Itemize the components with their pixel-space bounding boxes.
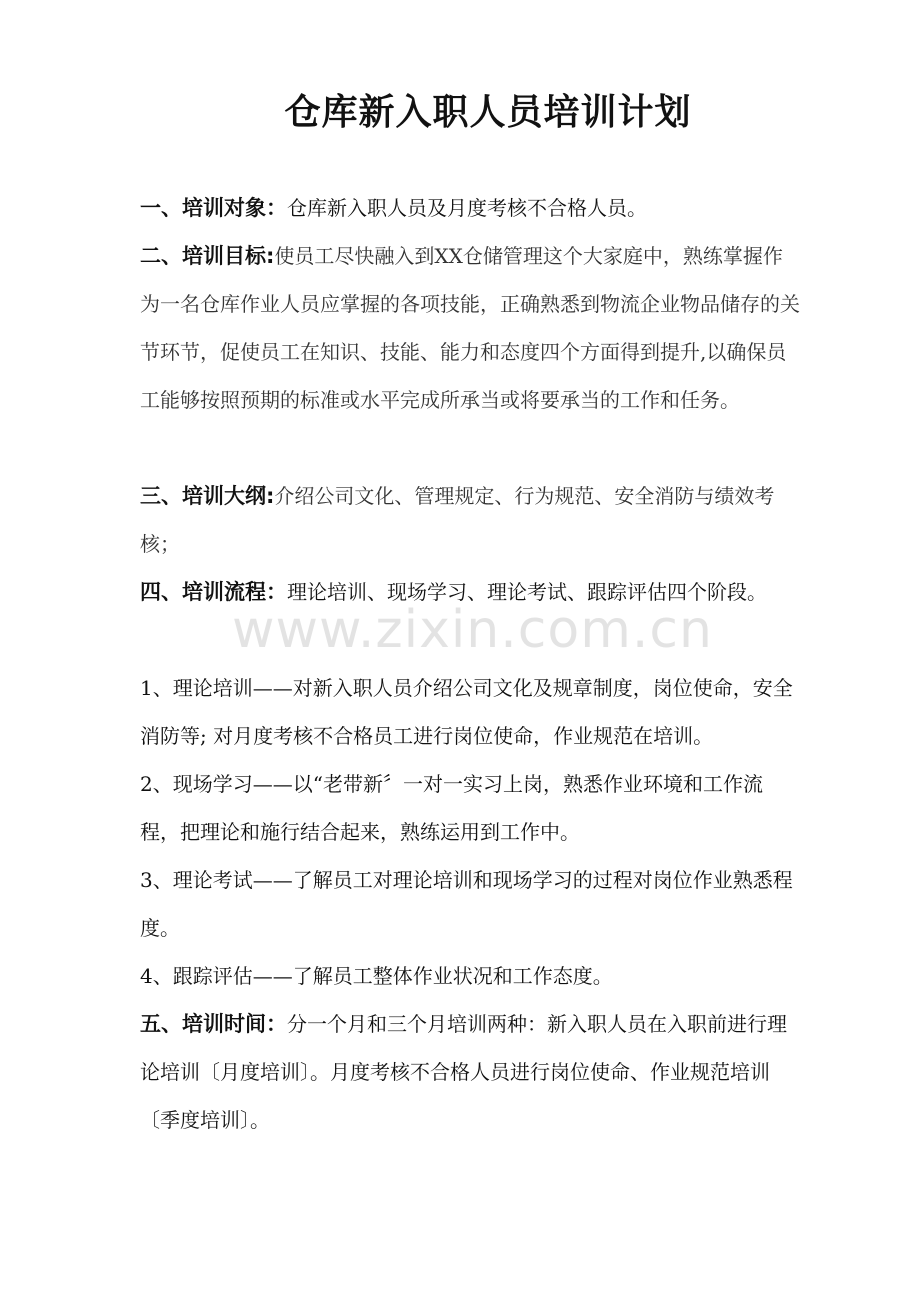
step-theory-exam: 3、理论考试——了解员工对理论培训和现场学习的过程对岗位作业熟悉程度。: [140, 868, 793, 940]
section-text: 使员工尽快融入到XX仓储管理这个大家庭中，熟练掌握作为一名仓库作业人员应掌握的各项技能，正确熟悉到物流企业物品储存的关节环节，促使员工在知识、技能、能力和态度四个方面得到提升,以确保员工能够按照预期的标准或水平完成所承当或将要承当的工作和任务。: [140, 244, 800, 412]
section-label: 三、培训大纲:: [140, 484, 275, 508]
document-title: 仓库新入职人员培训计划: [284, 92, 692, 133]
step-onsite-learning: 2、现场学习——以“老带新〞一对一实习上岗，熟悉作业环境和工作流程，把理论和施行结合起来，熟练运用到工作中。: [140, 772, 763, 844]
step-tracking-evaluation: 4、跟踪评估——了解员工整体作业状况和工作态度。: [140, 964, 613, 988]
section-training-time: [140, 1000, 800, 1144]
section-label: 四、培训流程：: [140, 580, 287, 604]
section-text: 仓库新入职人员及月度考核不合格人员。: [287, 196, 647, 220]
section-training-process: [140, 568, 800, 616]
watermark: www.zixin.com.cn: [232, 600, 713, 660]
section-text: 介绍公司文化、管理规定、行为规范、安全消防与绩效考核；: [140, 484, 775, 556]
section-label: 五、培训时间：: [140, 1012, 287, 1036]
section-text: 分一个月和三个月培训两种：新入职人员在入职前进行理论培训〔月度培训〕。月度考核不合格人员进行岗位使命、作业规范培训〔季度培训〕。: [140, 1012, 787, 1132]
section-training-outline: [140, 472, 800, 568]
step-theory-training: 1、理论培训——对新入职人员介绍公司文化及规章制度，岗位使命，安全消防等; 对月度考核不合格员工进行岗位使命，作业规范在培训。: [140, 676, 793, 748]
section-training-goal: [140, 232, 800, 424]
section-training-target: [140, 184, 800, 232]
section-label: 一、培训对象：: [140, 196, 287, 220]
section-text: 理论培训、现场学习、理论考试、跟踪评估四个阶段。: [287, 580, 767, 604]
section-label: 二、培训目标:: [140, 244, 275, 268]
